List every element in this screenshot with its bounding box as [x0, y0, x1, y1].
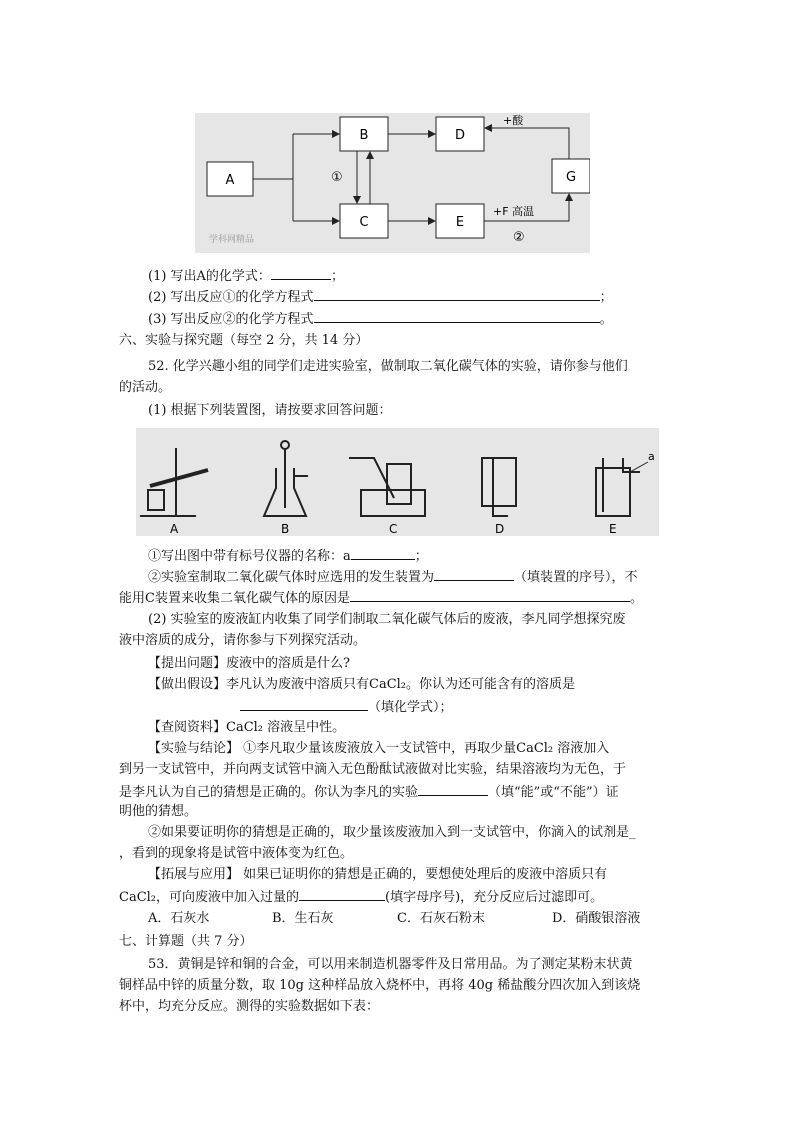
reaction-flow-diagram: [195, 113, 590, 253]
q51-part1: (1) 写出A的化学式： ；: [148, 265, 344, 287]
answer-blank[interactable]: [271, 265, 331, 280]
q53-line-2: 铜样品中锌的质量分数，取 10g 这种样品放入烧杯中，再将 40g 稀盐酸分四次加入到该烧: [119, 978, 641, 993]
q52-intro-1: 52. 化学兴趣小组的同学们走进实验室，做制取二氧化碳气体的实验，请你参与他们: [148, 359, 628, 374]
node-e-label: E: [455, 215, 465, 230]
reaction2-label: ②: [513, 230, 525, 245]
answer-blank[interactable]: [418, 781, 488, 796]
apparatus-label-d: D: [495, 522, 505, 536]
q52-option-a: A．石灰水: [148, 911, 210, 926]
q52-exp-6: ，看到的现象将是试管中液体变为红色。: [119, 846, 354, 861]
watermark: 学科网精品: [209, 235, 255, 245]
q52-exp-2: 到另一支试管中，并向两支试管中滴入无色酚酞试液做对比实验，结果溶液均为无色，于: [119, 762, 627, 777]
apparatus-e: [596, 458, 648, 516]
q52-part2-2: 液中溶质的成分，请你参与下列探究活动。: [119, 633, 367, 648]
apparatus-a: [140, 448, 208, 516]
apparatus-label-a: A: [170, 522, 179, 536]
apparatus-c: [349, 458, 425, 516]
q52-q2-line2: 能用C装置来收集二氧化碳气体的原因是 。: [119, 587, 643, 609]
q52-hyp-1: 【做出假设】李凡认为废液中溶质只有CaCl₂。你认为还可能含有的溶质是: [148, 677, 576, 692]
q52-info: 【查阅资料】CaCl₂ 溶液呈中性。: [148, 720, 346, 735]
q52-option-c: C．石灰石粉末: [397, 911, 485, 926]
answer-blank[interactable]: [314, 308, 600, 323]
apparatus-figure: [136, 428, 659, 536]
q52-option-b: B．生石灰: [272, 911, 334, 926]
q52-intro-2: 的活动。: [119, 380, 172, 395]
q52-part1: (1) 根据下列装置图，请按要求回答问题：: [148, 403, 392, 418]
node-d-label: D: [454, 128, 466, 143]
q52-exp-5: ②如果要证明你的猜想是正确的，取少量该废液加入到一支试管中，你滴入的试剂是_: [148, 825, 636, 840]
node-c-label: C: [359, 215, 369, 230]
q53-line-3: 杯中，均充分反应。测得的实验数据如下表：: [119, 999, 380, 1014]
apparatus-label-b: B: [281, 522, 290, 536]
node-a-label: A: [225, 173, 235, 188]
q52-exp-1: 【实验与结论】 ①李凡取少量该废液放入一支试管中，再取少量CaCl₂ 溶液加入: [148, 741, 610, 756]
apparatus-b: [264, 441, 308, 516]
apparatus-label-a-mark: a: [648, 450, 655, 463]
section7-title: 七、计算题（共 7 分）: [119, 934, 253, 949]
q52-part2-1: (2) 实验室的废液缸内收集了同学们制取二氧化碳气体后的废液，李凡同学想探究废: [148, 612, 626, 627]
node-b-label: B: [359, 128, 369, 143]
answer-blank[interactable]: [351, 545, 415, 560]
q51-part2: (2) 写出反应①的化学方程式 ；: [148, 286, 613, 308]
q52-ask: 【提出问题】废液中的溶质是什么?: [148, 656, 350, 671]
answer-blank[interactable]: [299, 886, 385, 901]
node-g-label: G: [565, 170, 577, 185]
q53-line-1: 53．黄铜是锌和铜的合金，可以用来制造机器零件及日常用品。为了测定某粉末状黄: [148, 957, 633, 972]
q51-part3: (3) 写出反应②的化学方程式 。: [148, 308, 613, 330]
q52-ext-1: 【拓展与应用】 如果已证明你的猜想是正确的，要想使处理后的废液中溶质只有: [148, 867, 608, 882]
q52-q2: ②实验室制取二氧化碳气体时应选用的发生装置为 （填装置的序号），不: [148, 566, 638, 588]
answer-blank[interactable]: [434, 566, 514, 581]
q52-hyp-2: （填化学式）；: [240, 696, 453, 718]
q52-exp-4: 明他的猜想。: [119, 804, 198, 819]
q52-option-d: D．硝酸银溶液: [552, 911, 641, 926]
q52-exp-3: 是李凡认为自己的猜想是正确的。你认为李凡的实验 （填“能”或“不能”）证: [119, 781, 619, 803]
q52-ext-2: CaCl₂，可向废液中加入过量的 (填字母序号)，充分反应后过滤即可。: [119, 886, 603, 908]
answer-blank[interactable]: [350, 587, 630, 602]
section6-title: 六、实验与探究题（每空 2 分，共 14 分）: [119, 333, 369, 348]
answer-blank[interactable]: [314, 286, 600, 301]
apparatus-d: [482, 458, 516, 516]
apparatus-label-c: C: [389, 522, 398, 536]
q52-q1: ①写出图中带有标号仪器的名称：a ；: [148, 545, 428, 567]
acid-label: +酸: [503, 114, 524, 127]
reaction1-label: ①: [331, 170, 343, 185]
answer-blank[interactable]: [240, 696, 368, 711]
apparatus-label-e: E: [609, 522, 617, 536]
f-high-temp-label: +F 高温: [493, 205, 535, 218]
